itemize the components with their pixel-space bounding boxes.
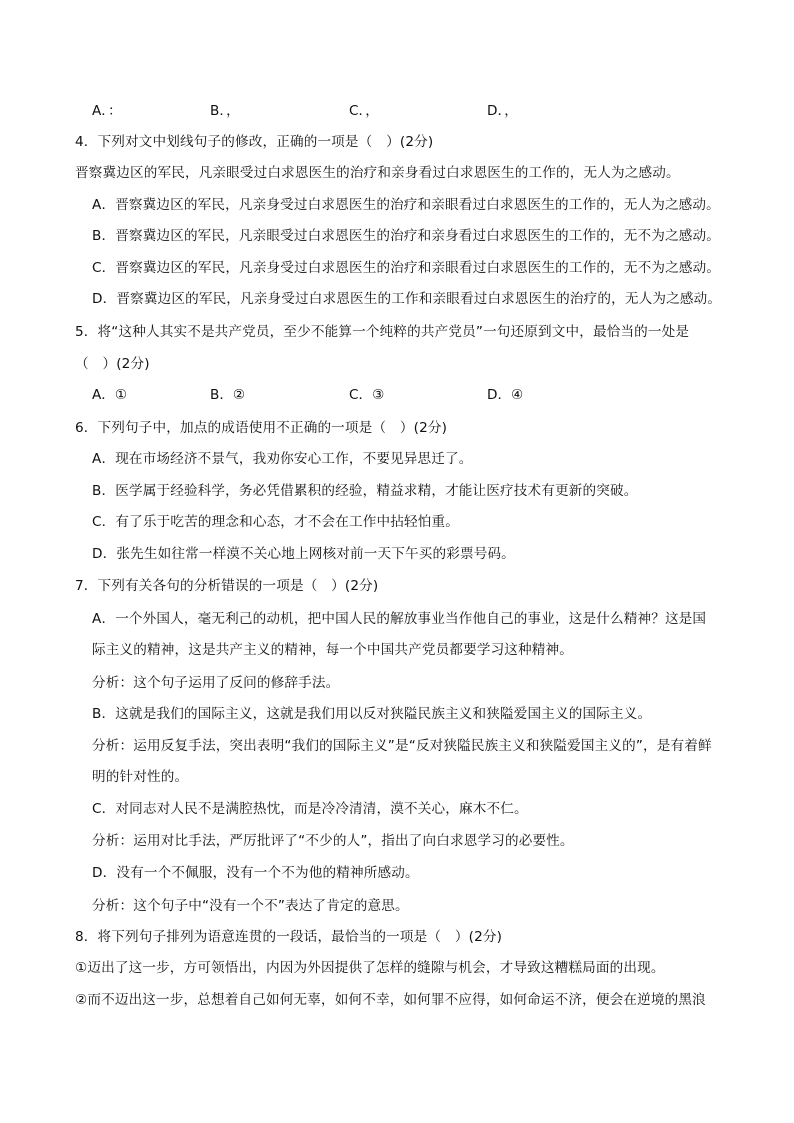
q4-option-d[interactable]: D．晋察冀边区的军民，凡亲身受过白求恩医生的工作和亲眼看过白求恩医生的治疗的，无人为之感动。: [92, 291, 722, 307]
q4-option-a[interactable]: A．晋察冀边区的军民，凡亲身受过白求恩医生的治疗和亲眼看过白求恩医生的工作的，无人为之感动。: [92, 197, 720, 213]
q6-option-c[interactable]: C．有了乐于吃苦的理念和心态，才不会在工作中拈轻怕重。: [92, 514, 459, 530]
q7-analysis-b-cont: 明的针对性的。: [92, 769, 189, 785]
q5-option-d[interactable]: D．④: [487, 387, 524, 403]
q7-analysis-c: 分析：运用对比手法，严厉批评了“不少的人”，指出了向白求恩学习的必要性。: [92, 833, 574, 849]
q7-option-a[interactable]: A．一个外国人，毫无利己的动机，把中国人民的解放事业当作他自己的事业，这是什么精神？这是国: [92, 611, 707, 627]
q8-stem: 8．将下列句子排列为语意连贯的一段话，最恰当的一项是（ ）(2分): [75, 929, 503, 945]
q3-option-d[interactable]: D．，: [487, 103, 518, 119]
q5-stem-score: （ ）(2分): [75, 356, 150, 372]
q7-option-d[interactable]: D．没有一个不佩服，没有一个不为他的精神所感动。: [92, 865, 419, 881]
q7-option-b[interactable]: B．这就是我们的国际主义，这就是我们用以反对狭隘民族主义和狭隘爱国主义的国际主义。: [92, 706, 652, 722]
q4-sentence: 晋察冀边区的军民，凡亲眼受过白求恩医生的治疗和亲身看过白求恩医生的工作的，无人为之感动。: [75, 165, 680, 181]
q7-option-a-cont: 际主义的精神，这是共产主义的精神，每一个中国共产党员都要学习这种精神。: [92, 642, 574, 658]
q5-option-a[interactable]: A．①: [92, 387, 128, 403]
q7-analysis-d: 分析：这个句子中“没有一个不”表达了肯定的意思。: [92, 898, 409, 914]
q6-option-d[interactable]: D．张先生如往常一样漠不关心地上网核对前一天下午买的彩票号码。: [92, 546, 515, 562]
q5-stem: 5．将“这种人其实不是共产党员，至少不能算一个纯粹的共产党员”一句还原到文中，最恰当的一处是: [75, 324, 690, 340]
q7-analysis-a: 分析：这个句子运用了反问的修辞手法。: [92, 675, 340, 691]
q7-analysis-b: 分析：运用反复手法，突出表明“我们的国际主义”是“反对狭隘民族主义和狭隘爱国主义的”，是有着鲜: [92, 738, 712, 754]
q6-option-b[interactable]: B．医学属于经验科学，务必凭借累积的经验，精益求精，才能让医疗技术有更新的突破。: [92, 483, 638, 499]
q3-option-b[interactable]: B．，: [210, 103, 240, 119]
q5-option-b[interactable]: B．②: [210, 387, 246, 403]
q6-stem: 6．下列句子中，加点的成语使用不正确的一项是（ ）(2分): [75, 420, 448, 436]
q3-option-c[interactable]: C．，: [349, 103, 379, 119]
q5-option-c[interactable]: C．③: [349, 387, 385, 403]
q7-stem: 7．下列有关各句的分析错误的一项是（ ）(2分): [75, 578, 379, 594]
q4-option-c[interactable]: C．晋察冀边区的军民，凡亲身受过白求恩医生的治疗和亲眼看过白求恩医生的工作的，无不为之感动。: [92, 260, 721, 276]
q8-sentence-1: ①迈出了这一步，方可领悟出，内因为外因提供了怎样的缝隙与机会，才导致这糟糕局面的出现。: [75, 960, 665, 976]
q4-stem: 4．下列对文中划线句子的修改，正确的一项是（ ）(2分): [75, 134, 434, 150]
q8-sentence-2: ②而不迈出这一步，总想着自己如何无辜，如何不幸，如何罪不应得，如何命运不济，便会在逆境的黑浪: [75, 992, 706, 1008]
q7-option-c[interactable]: C．对同志对人民不是满腔热忱，而是冷冷清清，漠不关心，麻木不仁。: [92, 801, 528, 817]
q6-option-a[interactable]: A．现在市场经济不景气，我劝你安心工作，不要见异思迁了。: [92, 451, 473, 467]
q4-option-b[interactable]: B．晋察冀边区的军民，凡亲眼受过白求恩医生的治疗和亲身看过白求恩医生的工作的，无不为之感动。: [92, 228, 720, 244]
q3-option-a[interactable]: A．：: [92, 103, 122, 119]
